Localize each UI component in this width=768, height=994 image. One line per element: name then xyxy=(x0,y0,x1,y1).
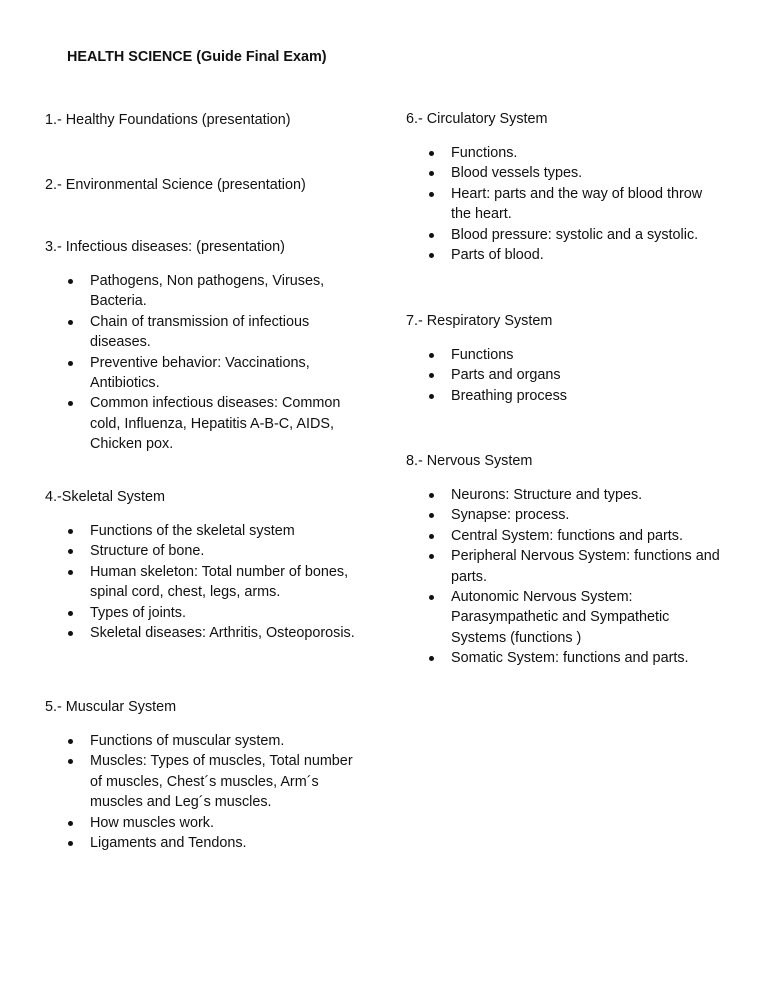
list-item xyxy=(406,546,723,587)
list-item-text: Chain of transmission of infectious diseases. xyxy=(90,313,310,351)
list-item-text: Common infectious diseases: Common cold, Influenza, Hepatitis A-B-C, AIDS, Chicken pox. xyxy=(90,395,341,453)
bullet-icon xyxy=(68,841,73,846)
section-6 xyxy=(406,109,726,265)
section-heading: 3.- Infectious diseases: (presentation) xyxy=(45,239,285,255)
bullet-list xyxy=(406,143,726,265)
list-item xyxy=(45,271,362,312)
list-item-text: Neurons: Structure and types. xyxy=(451,487,643,503)
bullet-icon xyxy=(68,361,73,366)
list-item-text: Breathing process xyxy=(451,387,567,404)
bullet-icon xyxy=(429,171,434,176)
bullet-icon xyxy=(429,394,434,399)
list-item xyxy=(406,485,723,505)
list-item xyxy=(406,505,723,525)
list-item xyxy=(406,163,723,183)
list-item xyxy=(406,143,723,163)
list-item-text: Preventive behavior: Vaccinations, Antibiotics. xyxy=(90,354,310,392)
section-7 xyxy=(406,311,726,406)
bullet-icon xyxy=(68,759,73,764)
list-item xyxy=(45,521,362,541)
bullet-icon xyxy=(429,253,434,258)
list-item xyxy=(45,562,362,603)
bullet-icon xyxy=(68,821,73,826)
bullet-icon xyxy=(68,401,73,406)
list-item-text: Functions xyxy=(451,347,514,363)
section-2 xyxy=(45,175,365,195)
list-item-text: Functions. xyxy=(451,145,518,161)
bullet-icon xyxy=(68,739,73,744)
list-item-text: How muscles work. xyxy=(90,814,214,831)
section-5 xyxy=(45,697,365,853)
bullet-icon xyxy=(68,529,73,534)
list-item xyxy=(45,312,362,353)
list-item-text: Skeletal diseases: Arthritis, Osteoporosis. xyxy=(90,625,355,642)
list-item-text: Functions of muscular system. xyxy=(90,733,285,749)
section-8 xyxy=(406,451,726,669)
section-heading: 1.- Healthy Foundations (presentation) xyxy=(45,112,291,128)
bullet-icon xyxy=(429,513,434,518)
bullet-list xyxy=(406,485,726,669)
list-item-text: Synapse: process. xyxy=(451,507,570,524)
list-item xyxy=(406,386,723,406)
bullet-list xyxy=(45,271,365,455)
section-heading: 5.- Muscular System xyxy=(45,699,177,715)
list-item-text: Peripheral Nervous System: functions and parts. xyxy=(451,548,720,585)
document-title: HEALTH SCIENCE (Guide Final Exam) xyxy=(67,49,327,65)
bullet-icon xyxy=(429,656,434,661)
list-item xyxy=(45,751,362,812)
list-item-text: Muscles: Types of muscles, Total number of muscles, Chest´s muscles, Arm´s muscles and Leg´s muscles. xyxy=(90,753,353,811)
section-4 xyxy=(45,487,365,643)
bullet-list xyxy=(45,731,365,853)
bullet-icon xyxy=(429,233,434,238)
list-item-text: Somatic System: functions and parts. xyxy=(451,650,689,667)
bullet-icon xyxy=(429,493,434,498)
section-heading: 7.- Respiratory System xyxy=(406,313,553,329)
bullet-icon xyxy=(68,549,73,554)
list-item xyxy=(406,648,723,668)
section-heading: 4.-Skeletal System xyxy=(45,489,165,505)
list-item-text: Pathogens, Non pathogens, Viruses, Bacteria. xyxy=(90,273,325,310)
section-heading: 6.- Circulatory System xyxy=(406,111,548,127)
bullet-icon xyxy=(68,320,73,325)
bullet-icon xyxy=(429,353,434,358)
list-item-text: Autonomic Nervous System: Parasympathetic and Sympathetic Systems (functions ) xyxy=(451,589,670,646)
bullet-icon xyxy=(68,611,73,616)
list-item-text: Human skeleton: Total number of bones, spinal cord, chest, legs, arms. xyxy=(90,563,349,601)
list-item xyxy=(406,184,723,225)
section-heading: 8.- Nervous System xyxy=(406,453,533,469)
bullet-icon xyxy=(68,279,73,284)
bullet-icon xyxy=(68,570,73,575)
bullet-icon xyxy=(68,631,73,636)
bullet-icon xyxy=(429,151,434,156)
list-item-text: Parts and organs xyxy=(451,367,561,384)
list-item-text: Parts of blood. xyxy=(451,247,544,264)
list-item-text: Ligaments and Tendons. xyxy=(90,835,247,852)
list-item xyxy=(406,345,723,365)
list-item-text: Blood pressure: systolic and a systolic. xyxy=(451,226,699,243)
list-item xyxy=(45,603,362,623)
list-item xyxy=(45,393,362,454)
list-item-text: Central System: functions and parts. xyxy=(451,527,683,544)
list-item xyxy=(406,365,723,385)
list-item xyxy=(45,541,362,561)
bullet-list xyxy=(406,345,726,406)
list-item xyxy=(45,833,362,853)
list-item xyxy=(45,623,362,643)
bullet-icon xyxy=(429,373,434,378)
list-item-text: Blood vessels types. xyxy=(451,165,583,182)
list-item-text: Heart: parts and the way of blood throw the heart. xyxy=(451,185,703,223)
list-item-text: Functions of the skeletal system xyxy=(90,523,295,539)
list-item xyxy=(45,731,362,751)
bullet-icon xyxy=(429,554,434,559)
list-item xyxy=(406,245,723,265)
list-item xyxy=(406,225,723,245)
list-item xyxy=(45,353,362,394)
bullet-icon xyxy=(429,595,434,600)
list-item xyxy=(45,813,362,833)
list-item xyxy=(406,526,723,546)
section-heading: 2.- Environmental Science (presentation) xyxy=(45,177,306,193)
bullet-icon xyxy=(429,534,434,539)
list-item-text: Structure of bone. xyxy=(90,543,205,560)
bullet-icon xyxy=(429,192,434,197)
list-item-text: Types of joints. xyxy=(90,604,186,621)
section-3 xyxy=(45,237,365,455)
section-1 xyxy=(45,110,365,130)
bullet-list xyxy=(45,521,365,643)
list-item xyxy=(406,587,723,648)
